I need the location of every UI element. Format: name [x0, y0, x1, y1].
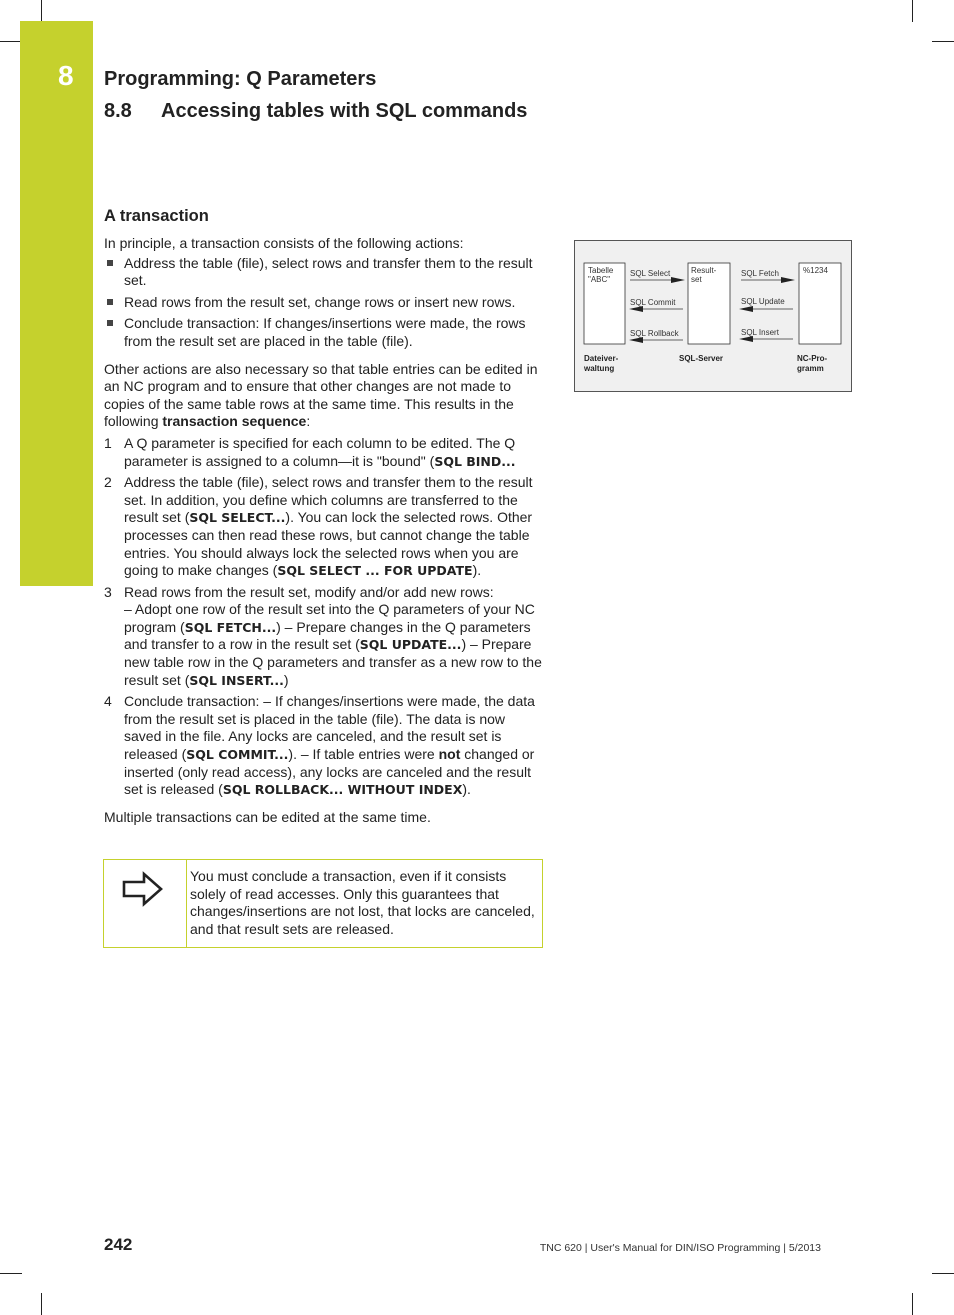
- step-text: ) – Prepare changes in the Q parameters and transfer to a row in the result set (: [124, 618, 531, 653]
- sequence-term: transaction sequence: [162, 413, 307, 430]
- arrowhead-icon: [671, 277, 685, 283]
- label-file-management: waltung: [584, 364, 615, 373]
- arrow-label-insert: SQL Insert: [741, 328, 779, 337]
- step-text: Conclude transaction: – If changes/insertions were made, the data from the result set is placed in the table (file). The data is now saved in the file. Any locks are canceled, and the result set is released (: [124, 693, 535, 763]
- arrow-label-rollback: SQL Rollback: [630, 329, 679, 338]
- transaction-diagram: [574, 240, 852, 392]
- crop-mark: [41, 0, 42, 22]
- sequence-text: Other actions are also necessary so that table entries can be edited in an NC program and to ensure that other changes are not made to copies of the same table rows at the same time. This results in the following: [104, 360, 538, 430]
- nc-box-label: %1234: [803, 266, 828, 275]
- crop-mark: [912, 1293, 913, 1315]
- right-arrow-icon: [104, 860, 186, 947]
- list-item: [104, 584, 544, 690]
- table-box-label: Tabelle: [588, 266, 614, 275]
- step-number: 4: [104, 693, 112, 710]
- step-text: Address the table (file), select rows and transfer them to the result set. In addition, you define which columns are transferred to the result set (: [124, 474, 533, 526]
- closing-paragraph: Multiple transactions can be edited at the same time.: [104, 808, 431, 825]
- section-title: [104, 100, 527, 123]
- chapter-tab: [20, 21, 93, 586]
- step-text: not: [438, 746, 461, 763]
- result-box-label: set: [691, 275, 702, 284]
- section-title-text: Accessing tables with SQL commands: [161, 100, 528, 122]
- step-text: ): [283, 671, 289, 688]
- command-name: SQL ROLLBACK... WITHOUT INDEX: [222, 782, 463, 798]
- step-number: 2: [104, 474, 112, 491]
- crop-mark: [932, 41, 954, 42]
- step-text: ).: [472, 562, 482, 579]
- label-nc-program: NC-Pro-: [797, 354, 828, 363]
- list-item: Read rows from the result set, change rows or insert new rows.: [104, 294, 544, 312]
- list-item: Conclude transaction: If changes/insertions were made, the rows from the result set are placed in the table (file).: [104, 315, 544, 350]
- step-text: changed or inserted (only read access), any locks are canceled and the result set is released (: [124, 746, 535, 798]
- label-sql-server: SQL-Server: [679, 354, 724, 363]
- article-heading: A transaction: [104, 207, 209, 225]
- step-text: ). – If table entries were: [288, 746, 439, 763]
- step-number: 3: [104, 583, 112, 600]
- arrow-label-update: SQL Update: [741, 297, 785, 306]
- nc-program-box: [799, 263, 841, 344]
- chapter-number: 8: [58, 60, 74, 91]
- note-box: [103, 859, 543, 948]
- note-icon-cell: [104, 860, 186, 947]
- step-text: Read rows from the result set, modify and/or add new rows:: [124, 583, 494, 600]
- label-nc-program: gramm: [797, 364, 824, 373]
- note-text: You must conclude a transaction, even if it consists solely of read accesses. Only this guarantees that changes/insertions are not lost, that locks are canceled, and that result sets are released.: [190, 868, 535, 937]
- chapter-title: Programming: Q Parameters: [104, 68, 377, 90]
- label-file-management: Dateiver-: [584, 354, 619, 363]
- crop-mark: [0, 1273, 22, 1274]
- command-name: SQL UPDATE...: [359, 637, 462, 653]
- list-item: [104, 474, 544, 580]
- footer-text: TNC 620 | User's Manual for DIN/ISO Programming | 5/2013: [539, 1242, 821, 1254]
- step-text: ).: [462, 781, 471, 798]
- command-name: SQL FETCH...: [184, 619, 277, 635]
- crop-mark: [932, 1273, 954, 1274]
- arrow-label-commit: SQL Commit: [630, 298, 676, 307]
- command-name: SQL BIND...: [434, 453, 516, 469]
- command-name: SQL SELECT...: [189, 510, 286, 526]
- action-list: [104, 255, 544, 351]
- intro-paragraph: In principle, a transaction consists of the following actions:: [104, 235, 464, 251]
- step-text: ). You can lock the selected rows. Other processes can then read these rows, but cannot change the table entries. You should always lock the selected rows when you are going to make changes (: [124, 509, 533, 579]
- arrowhead-icon: [781, 277, 795, 283]
- command-name: SQL COMMIT...: [186, 747, 289, 763]
- section-number: 8.8: [104, 100, 132, 122]
- crop-mark: [0, 41, 22, 42]
- crop-mark: [912, 0, 913, 22]
- step-text: ) – Prepare new table row in the Q parameters and transfer as a new row to the result set (: [124, 636, 542, 688]
- list-item: [104, 435, 544, 470]
- command-name: SQL INSERT...: [189, 672, 284, 688]
- transaction-steps: [104, 435, 544, 799]
- crop-mark: [41, 1293, 42, 1315]
- arrow-label-select: SQL Select: [630, 269, 671, 278]
- diagram-canvas: [575, 241, 851, 391]
- step-text: A Q parameter is specified for each column to be edited. The Q parameter is assigned to a column—it is "bound" (: [124, 434, 516, 469]
- arrow-label-fetch: SQL Fetch: [741, 269, 779, 278]
- page-number: 242: [104, 1235, 133, 1254]
- sequence-paragraph: [104, 361, 544, 431]
- list-item: Address the table (file), select rows and transfer them to the result set.: [104, 255, 544, 290]
- result-box-label: Result-: [691, 266, 717, 275]
- list-item: [104, 693, 544, 799]
- article-body: [104, 206, 544, 826]
- step-text: – Adopt one row of the result set into the Q parameters of your NC program (: [124, 601, 535, 635]
- arrowhead-icon: [739, 306, 753, 312]
- table-box-label: "ABC": [588, 275, 611, 284]
- sequence-colon: :: [306, 413, 311, 430]
- command-name: SQL SELECT ... FOR UPDATE: [277, 563, 473, 579]
- step-number: 1: [104, 434, 112, 451]
